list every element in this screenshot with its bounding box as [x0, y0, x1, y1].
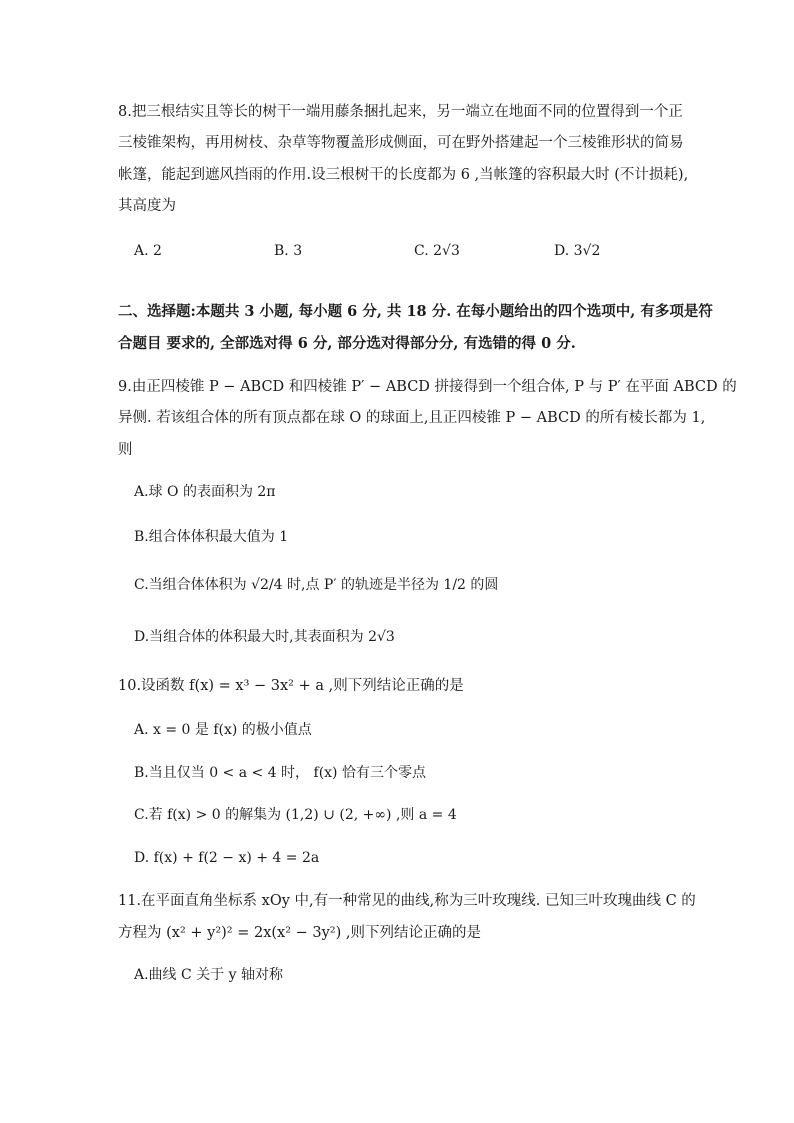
q10-option-c: C.若 f(x) > 0 的解集为 (1,2) ∪ (2, +∞) ,则 a = 4 — [134, 807, 457, 823]
q11-line-1: 11.在平面直角坐标系 xOy 中,有一种常见的曲线,称为三叶玫瑰线. 已知三叶玫瑰曲线 C 的 — [118, 893, 696, 909]
section-2-heading-line-2: 合题目 要求的, 全部选对得 6 分, 部分选对得部分分, 有选错的得 0 分. — [118, 335, 576, 352]
q11-option-a: A.曲线 C 关于 y 轴对称 — [134, 967, 283, 983]
q10-option-a: A. x = 0 是 f(x) 的极小值点 — [134, 722, 312, 738]
q9-line-2: 异侧. 若该组合体的所有顶点都在球 O 的球面上,且正四棱锥 P − ABCD 的所有棱长都为 1, — [118, 410, 706, 426]
q10-option-b: B.当且仅当 0 < a < 4 时， f(x) 恰有三个零点 — [134, 765, 426, 781]
q10-line-1: 10.设函数 f(x) = x³ − 3x² + a ,则下列结论正确的是 — [118, 678, 464, 694]
q8-line-4: 其高度为 — [118, 198, 176, 214]
q8-line-3: 帐篷，能起到遮风挡雨的作用.设三根树干的长度都为 6 ,当帐篷的容积最大时 (不计损耗), — [118, 167, 689, 183]
q8-option-c: C. 2√3 — [414, 243, 460, 259]
q9-option-d: D.当组合体的体积最大时,其表面积为 2√3 — [134, 629, 395, 645]
q9-option-c: C.当组合体体积为 √2/4 时,点 P′ 的轨迹是半径为 1/2 的圆 — [134, 577, 499, 593]
q11-line-2: 方程为 (x² + y²)² = 2x(x² − 3y²) ,则下列结论正确的是 — [118, 925, 481, 941]
q9-line-1: 9.由正四棱锥 P − ABCD 和四棱锥 P′ − ABCD 拼接得到一个组合体, P 与 P′ 在平面 ABCD 的 — [118, 379, 737, 395]
q9-line-3: 则 — [118, 442, 133, 458]
q9-option-b: B.组合体体积最大值为 1 — [134, 529, 289, 545]
q8-line-2: 三棱锥架构，再用树枝、杂草等物覆盖形成侧面，可在野外搭建起一个三棱锥形状的简易 — [118, 135, 684, 151]
q9-option-a: A.球 O 的表面积为 2π — [134, 484, 276, 500]
q8-option-b: B. 3 — [274, 243, 303, 259]
q10-option-d: D. f(x) + f(2 − x) + 4 = 2a — [134, 850, 320, 866]
q8-line-1: 8.把三根结实且等长的树干一端用藤条捆扎起来，另一端立在地面不同的位置得到一个正 — [118, 104, 683, 120]
q8-option-d: D. 3√2 — [554, 243, 601, 259]
q8-option-a: A. 2 — [134, 243, 162, 259]
section-2-heading-line-1: 二、选择题:本题共 3 小题, 每小题 6 分, 共 18 分. 在每小题给出的四个选项中, 有多项是符 — [118, 303, 713, 320]
